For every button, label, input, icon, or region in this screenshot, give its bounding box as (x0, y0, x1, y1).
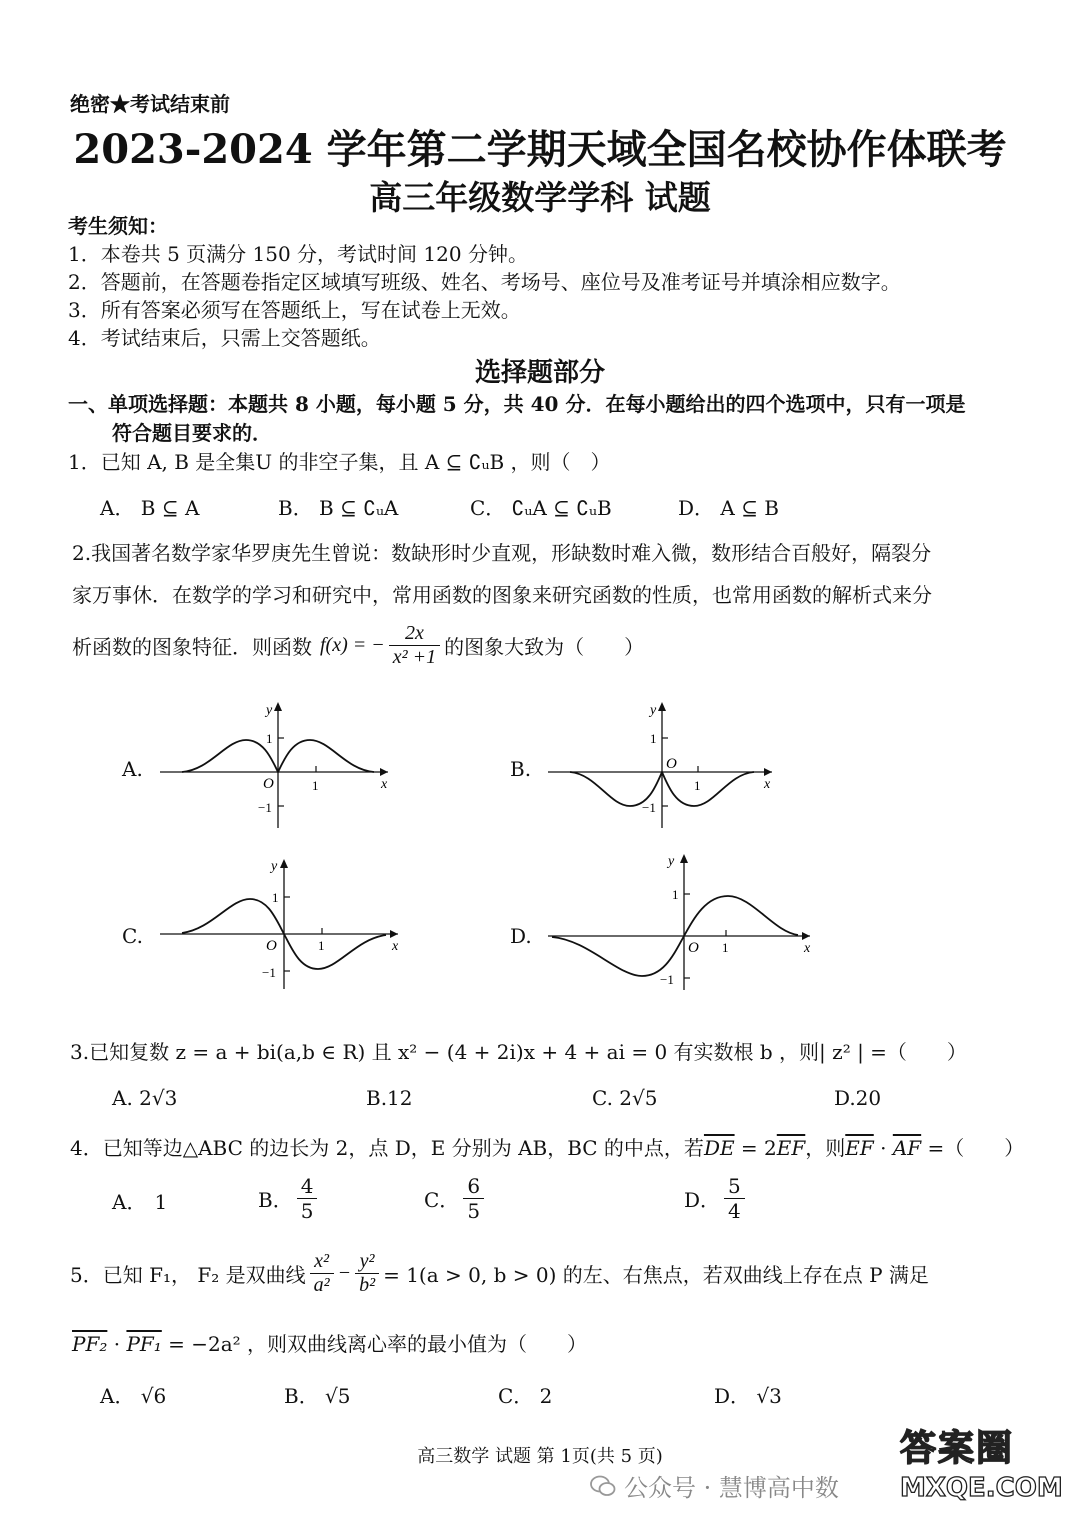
fraction-numerator: x² (310, 1250, 334, 1274)
question-5-text: = 1(a > 0, b > 0) 的左、右焦点，若双曲线上存在点 P 满足 (383, 1263, 929, 1287)
function-numerator: 2x (389, 622, 440, 646)
question-4-option-a (112, 1186, 167, 1215)
vector-af: $\overline{AF}$ (892, 1136, 922, 1160)
notice-heading: 考生须知： (68, 214, 168, 238)
fraction-denominator: 5 (300, 1199, 314, 1223)
tick-label-neg-one: −1 (262, 965, 276, 980)
axis-x-label: x (381, 777, 388, 792)
tick-label-neg-one: −1 (660, 972, 674, 987)
graph-label-b: B. (510, 757, 532, 781)
question-4-option-c (424, 1174, 488, 1223)
question-1-stem: 1．已知 A, B 是全集U 的非空子集，且 A ⊆ ∁ᵤB ，则（ ） (68, 450, 611, 474)
page-footer: 高三数学 试题 第 1页(共 5 页) (417, 1446, 663, 1467)
exam-subtitle: 高三年级数学学科 试题 (369, 178, 711, 217)
question-1-option-b: B． B ⊆ ∁ᵤA (278, 496, 399, 520)
question-1-option-d: D． A ⊆ B (678, 496, 780, 520)
tick-label-one: 1 (694, 778, 701, 793)
site-logo-watermark (900, 1420, 1078, 1520)
question-3-option-d: D.20 (834, 1086, 882, 1110)
fraction-denominator: 5 (467, 1199, 481, 1223)
dot-operator: · (873, 1136, 893, 1160)
graph-label-d: D. (510, 924, 532, 948)
question-4-text: = 2 (734, 1136, 777, 1160)
question-5-text: 5．已知 F₁， F₂ 是双曲线 (70, 1263, 306, 1287)
question-1-option-c: C． ∁ᵤA ⊆ ∁ᵤB (470, 496, 612, 520)
question-4-text: =（ ） (921, 1136, 1025, 1160)
question-2-line: 2.我国著名数学家华罗庚先生曾说：数缺形时少直观，形缺数时难入微，数形结合百般好，隔裂分 (72, 541, 932, 565)
tick-label-neg-one: −1 (258, 800, 272, 815)
axis-x-label: x (764, 777, 771, 792)
tick-label-one: 1 (272, 890, 279, 905)
tick-label-neg-one: −1 (642, 800, 656, 815)
function-denominator: x² +1 (392, 646, 437, 668)
question-3-option-c: C. 2√5 (592, 1086, 658, 1110)
part-instructions-cont: 符合题目要求的． (112, 421, 272, 445)
fraction-denominator: b² (359, 1274, 376, 1296)
question-2-text: 析函数的图象特征．则函数 (72, 635, 312, 659)
axis-x-label: x (804, 941, 811, 956)
question-5-stem (70, 1250, 929, 1297)
fraction-denominator: a² (313, 1274, 330, 1296)
question-2-text: 的图象大致为（ ） (444, 635, 645, 659)
tick-label-one: 1 (312, 778, 319, 793)
fraction-numerator: 6 (463, 1174, 484, 1199)
graph-b (548, 700, 788, 830)
graph-label-a: A. (122, 757, 143, 781)
exam-title: 2023-2024 学年第二学期天域全国名校协作体联考 (73, 126, 1007, 173)
question-4-text: ，则 (805, 1136, 846, 1160)
origin-label: O (266, 938, 277, 954)
question-4-option-d (684, 1174, 749, 1223)
vector-pf1: PF₁ (126, 1332, 162, 1356)
question-3-option-a: A. 2√3 (112, 1086, 178, 1110)
question-3-stem: 3.已知复数 z = a + bi(a,b ∈ R) 且 x² − (4 + 2i)x + 4 + ai = 0 有实数根 b ，则| z² | =（ ） (70, 1040, 967, 1064)
tick-label-one: 1 (722, 940, 729, 955)
option-label: A． (112, 1190, 147, 1214)
option-label: B． (258, 1188, 293, 1212)
wechat-watermark (590, 1468, 839, 1503)
question-3-option-b: B.12 (366, 1086, 413, 1110)
vector-pf2: PF₂ (72, 1332, 108, 1356)
notice-item: 1．本卷共 5 页满分 150 分，考试时间 120 分钟。 (68, 242, 528, 266)
tick-label-one: 1 (650, 731, 657, 746)
question-5-option-a: A． √6 (100, 1384, 167, 1408)
section-title: 选择题部分 (474, 358, 605, 388)
question-5-option-c: C． 2 (498, 1384, 553, 1408)
fraction-numerator: 4 (297, 1174, 318, 1199)
tick-label-one: 1 (318, 938, 325, 953)
vector-ef: $\overline{EF}$ (845, 1136, 874, 1160)
question-1-option-a: A． B ⊆ A (100, 496, 200, 520)
question-5-option-d: D． √3 (714, 1384, 782, 1408)
question-2-line: 家万事休．在数学的学习和研究中，常用函数的图象来研究函数的性质，也常用函数的解析式来分 (72, 583, 932, 607)
axis-y-label: y (668, 854, 675, 869)
question-4-option-b (258, 1174, 321, 1223)
y-axis-arrow (274, 702, 282, 711)
axis-y-label: y (266, 703, 273, 718)
notice-item: 2．答题前，在答题卷指定区域填写班级、姓名、考场号、座位号及准考证号并填涂相应数字。 (68, 270, 901, 294)
option-label: C． (424, 1188, 460, 1212)
vector-de: $\overline{DE}$ (703, 1136, 735, 1160)
minus-operator: − (337, 1262, 352, 1284)
axis-y-label: y (650, 703, 657, 718)
question-4-text: 4．已知等边△ABC 的边长为 2，点 D，E 分别为 AB，BC 的中点，若 (70, 1136, 704, 1160)
option-value: 1 (154, 1190, 168, 1214)
logo-top-text: 答案圈 (900, 1428, 1015, 1469)
fraction-numerator: y² (355, 1250, 379, 1274)
wechat-text: 公众号 · 慧博高中数 (624, 1474, 839, 1502)
question-5-option-b: B． √5 (284, 1384, 351, 1408)
option-label: D． (684, 1188, 721, 1212)
notice-item: 3．所有答案必须写在答题纸上，写在试卷上无效。 (68, 298, 521, 322)
vector-ef: $\overline{EF}$ (776, 1136, 806, 1160)
graph-c (160, 855, 410, 990)
fraction-numerator: 5 (724, 1174, 745, 1199)
origin-label: O (688, 940, 699, 956)
notice-item: 4．考试结束后，只需上交答题纸。 (68, 326, 381, 350)
function-lhs: f(x) = − (320, 634, 385, 656)
part-instructions: 一、单项选择题：本题共 8 小题，每小题 5 分，共 40 分．在每小题给出的四个选项中，只有一项是 (68, 392, 966, 416)
x-axis-arrow (380, 768, 388, 776)
graph-a (160, 700, 400, 830)
question-4-stem (70, 1132, 1024, 1161)
origin-label: O (263, 776, 274, 792)
tick-label-one: 1 (672, 887, 679, 902)
question-5-text: = −2a² ，则双曲线离心率的最小值为（ ） (161, 1332, 588, 1356)
logo-bottom-text: MXQE.COM (900, 1473, 1063, 1503)
confidential-label: 绝密★考试结束前 (70, 92, 230, 116)
wechat-icon (590, 1475, 616, 1497)
question-2-line (72, 622, 644, 669)
dot-operator: · (107, 1332, 127, 1356)
axis-y-label: y (271, 859, 278, 874)
axis-x-label: x (392, 939, 399, 954)
tick-label-one: 1 (266, 731, 273, 746)
function-fraction (389, 622, 440, 669)
origin-label: O (666, 756, 677, 772)
fraction-denominator: 4 (728, 1199, 741, 1223)
graph-d (548, 850, 820, 990)
graph-label-c: C. (122, 924, 143, 948)
question-5-line2 (72, 1328, 587, 1357)
